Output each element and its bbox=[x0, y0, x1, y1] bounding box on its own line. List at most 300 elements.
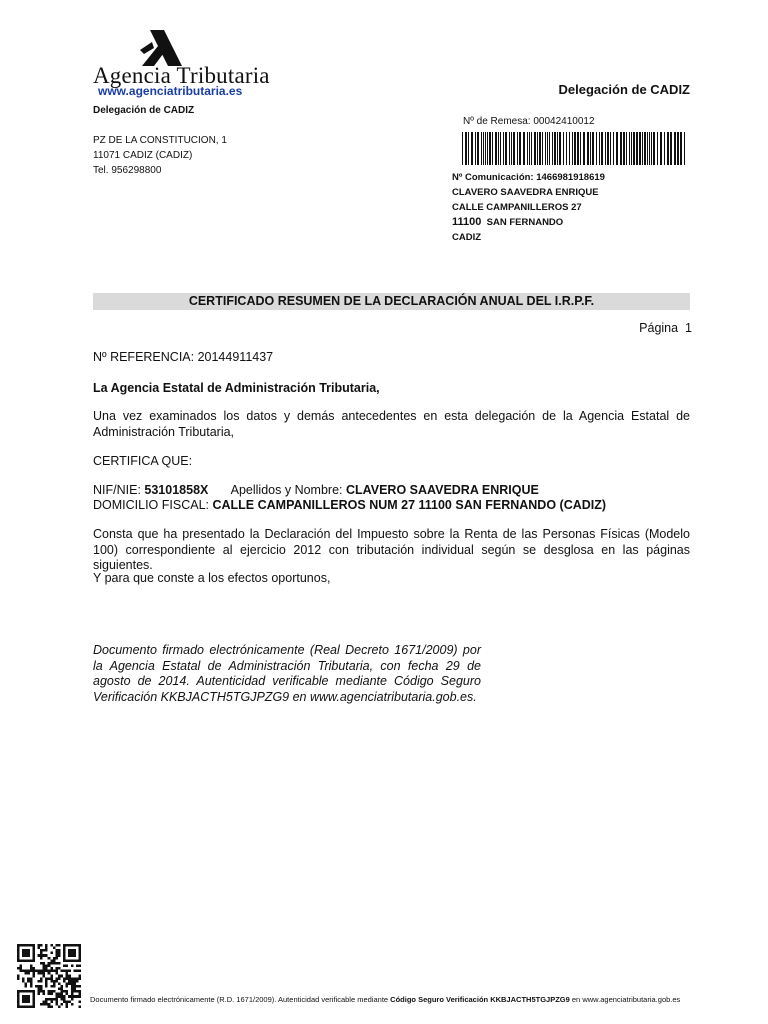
qr-module bbox=[25, 970, 28, 973]
qr-module bbox=[58, 954, 61, 957]
qr-module bbox=[20, 970, 23, 973]
qr-module bbox=[45, 967, 48, 970]
qr-module bbox=[43, 1003, 46, 1006]
qr-module bbox=[55, 972, 58, 975]
qr-module bbox=[45, 964, 48, 967]
qr-module bbox=[32, 967, 35, 970]
qr-module bbox=[71, 995, 74, 998]
qr-module bbox=[43, 970, 46, 973]
qr-module bbox=[22, 949, 30, 957]
qr-module bbox=[71, 982, 74, 985]
barcode-bar bbox=[592, 132, 594, 165]
qr-module bbox=[61, 975, 64, 978]
qr-module bbox=[55, 970, 58, 973]
qr-module bbox=[66, 982, 69, 985]
barcode-bar bbox=[534, 132, 536, 165]
recipient-street: CALLE CAMPANILLEROS 27 bbox=[452, 202, 582, 213]
qr-module bbox=[71, 998, 74, 1001]
qr-module bbox=[55, 993, 58, 996]
sender-block bbox=[93, 103, 227, 178]
barcode-bar bbox=[677, 132, 679, 165]
qr-module bbox=[73, 990, 76, 993]
qr-module bbox=[63, 998, 66, 1001]
barcode-bar bbox=[664, 132, 665, 165]
qr-module bbox=[30, 982, 33, 985]
qr-module bbox=[50, 1000, 53, 1003]
qr-module bbox=[71, 977, 74, 980]
qr-module bbox=[48, 998, 51, 1001]
qr-module bbox=[25, 982, 28, 985]
qr-module bbox=[43, 949, 46, 952]
qr-module bbox=[48, 970, 51, 973]
qr-module bbox=[76, 985, 79, 988]
sender-delegation: Delegación de CADIZ bbox=[93, 105, 195, 116]
qr-module bbox=[40, 970, 43, 973]
statement-paragraph: Consta que ha presentado la Declaración del Impuesto sobre la Renta de las Personas Físicas (Modelo 100) correspondiente al ejercicio 2012 con tributación individual según se desglosa en las páginas siguientes. bbox=[93, 527, 690, 572]
qr-module bbox=[61, 995, 64, 998]
qr-module bbox=[53, 959, 56, 962]
qr-module bbox=[40, 1003, 43, 1006]
qr-module bbox=[58, 975, 61, 978]
qr-module bbox=[37, 990, 40, 993]
barcode-bar bbox=[636, 132, 638, 165]
qr-module bbox=[55, 962, 58, 965]
barcode-bar bbox=[485, 132, 486, 165]
comunicacion-value: 1466981918619 bbox=[536, 172, 605, 183]
qr-module bbox=[37, 988, 40, 991]
qr-module bbox=[53, 957, 56, 960]
qr-module bbox=[30, 977, 33, 980]
qr-module bbox=[71, 993, 74, 996]
barcode-bar bbox=[657, 132, 658, 165]
barcode-bar bbox=[616, 132, 618, 165]
barcode-bar bbox=[610, 132, 611, 165]
qr-module bbox=[66, 972, 69, 975]
barcode-bar bbox=[531, 132, 532, 165]
qr-module bbox=[55, 949, 58, 952]
qr-module bbox=[45, 998, 48, 1001]
qr-module bbox=[63, 970, 66, 973]
qr-module bbox=[25, 972, 28, 975]
barcode-bar bbox=[660, 132, 662, 165]
qr-module bbox=[37, 954, 40, 957]
nif-line bbox=[93, 483, 690, 499]
qr-module bbox=[76, 964, 79, 967]
qr-module bbox=[61, 993, 64, 996]
qr-module bbox=[63, 977, 66, 980]
qr-module bbox=[61, 985, 64, 988]
qr-module bbox=[20, 967, 23, 970]
qr-module bbox=[40, 990, 43, 993]
qr-module bbox=[40, 952, 43, 955]
barcode-bar bbox=[601, 132, 603, 165]
qr-module bbox=[66, 990, 69, 993]
qr-module bbox=[53, 970, 56, 973]
barcode-bar bbox=[642, 132, 643, 165]
qr-module bbox=[43, 990, 46, 993]
barcode-bar bbox=[487, 132, 488, 165]
qr-module bbox=[17, 977, 20, 980]
qr-module bbox=[48, 964, 51, 967]
remesa-value: 00042410012 bbox=[533, 116, 595, 127]
barcode-bar bbox=[517, 132, 518, 165]
qr-module bbox=[40, 980, 43, 983]
qr-module bbox=[66, 977, 69, 980]
qr-module bbox=[40, 957, 43, 960]
qr-module bbox=[76, 977, 79, 980]
qr-code-icon bbox=[17, 944, 81, 1008]
qr-module bbox=[32, 970, 35, 973]
agency-logo-icon bbox=[138, 28, 186, 68]
barcode-bar bbox=[674, 132, 676, 165]
qr-module bbox=[68, 975, 71, 978]
qr-module bbox=[48, 1003, 51, 1006]
barcode-bar bbox=[577, 132, 579, 165]
qr-module bbox=[55, 952, 58, 955]
qr-module bbox=[58, 988, 61, 991]
qr-module bbox=[53, 962, 56, 965]
barcode-bar bbox=[505, 132, 507, 165]
qr-module bbox=[37, 944, 40, 947]
name-label: Apellidos y Nombre: bbox=[230, 483, 343, 497]
qr-module bbox=[66, 1000, 69, 1003]
intro-paragraph: Una vez examinados los datos y demás antecedentes en esta delegación de la Agencia Estatal de Administración Tributaria, bbox=[93, 409, 690, 439]
qr-module bbox=[71, 985, 74, 988]
qr-module bbox=[30, 964, 33, 967]
qr-module bbox=[66, 985, 69, 988]
recipient-block bbox=[452, 170, 605, 245]
domicile-label: DOMICILIO FISCAL: bbox=[93, 498, 209, 512]
barcode-bar bbox=[498, 132, 499, 165]
recipient-name: CLAVERO SAAVEDRA ENRIQUE bbox=[452, 187, 599, 198]
barcode-bar bbox=[481, 132, 482, 165]
qr-module bbox=[40, 988, 43, 991]
qr-module bbox=[53, 990, 56, 993]
closing-line: Y para que conste a los efectos oportunos, bbox=[93, 571, 331, 585]
barcode-bar bbox=[590, 132, 591, 165]
qr-module bbox=[37, 970, 40, 973]
qr-module bbox=[78, 990, 81, 993]
barcode-bar bbox=[574, 132, 576, 165]
barcode-bar bbox=[559, 132, 561, 165]
recipient-province: CADIZ bbox=[452, 232, 482, 243]
qr-module bbox=[76, 995, 79, 998]
qr-module bbox=[55, 1003, 58, 1006]
qr-module bbox=[55, 944, 58, 947]
qr-module bbox=[25, 985, 28, 988]
qr-module bbox=[40, 985, 43, 988]
qr-module bbox=[63, 964, 66, 967]
qr-module bbox=[68, 995, 71, 998]
qr-module bbox=[30, 967, 33, 970]
barcode-bar bbox=[483, 132, 484, 165]
barcode-bar bbox=[599, 132, 600, 165]
barcode-bar bbox=[529, 132, 530, 165]
qr-module bbox=[37, 947, 40, 950]
qr-module bbox=[76, 970, 79, 973]
qr-module bbox=[71, 980, 74, 983]
agency-logo-text: Agencia Tributaria bbox=[93, 63, 270, 88]
qr-module bbox=[78, 995, 81, 998]
qr-module bbox=[58, 1005, 61, 1008]
qr-module bbox=[73, 982, 76, 985]
qr-module bbox=[73, 977, 76, 980]
qr-module bbox=[48, 957, 51, 960]
barcode-bar bbox=[547, 132, 548, 165]
barcode-bar bbox=[537, 132, 538, 165]
qr-module bbox=[50, 977, 53, 980]
qr-module bbox=[53, 982, 56, 985]
qr-module bbox=[45, 944, 48, 947]
qr-module bbox=[66, 1005, 69, 1008]
qr-module bbox=[50, 990, 53, 993]
qr-module bbox=[40, 972, 43, 975]
qr-module bbox=[55, 967, 58, 970]
barcode-bar bbox=[511, 132, 512, 165]
barcode-bar bbox=[629, 132, 630, 165]
qr-module bbox=[27, 977, 30, 980]
certificate-title: CERTIFICADO RESUMEN DE LA DECLARACIÓN ANUAL DEL I.R.P.F. bbox=[93, 293, 690, 310]
qr-module bbox=[48, 972, 51, 975]
qr-module bbox=[71, 988, 74, 991]
qr-module bbox=[63, 980, 66, 983]
barcode-bar bbox=[620, 132, 622, 165]
barcode-bar bbox=[545, 132, 546, 165]
footer-prefix: Documento firmado electrónicamente (R.D. 1671/2009). Autenticidad verificable mediante bbox=[90, 995, 389, 1004]
qr-module bbox=[43, 954, 46, 957]
qr-module bbox=[66, 1003, 69, 1006]
footer-note bbox=[90, 995, 680, 1004]
sender-address: PZ DE LA CONSTITUCION, 1 bbox=[93, 135, 227, 146]
qr-module bbox=[58, 982, 61, 985]
recipient-town: SAN FERNANDO bbox=[486, 217, 564, 228]
qr-module bbox=[22, 980, 25, 983]
qr-module bbox=[43, 975, 46, 978]
qr-module bbox=[63, 995, 66, 998]
qr-module bbox=[50, 975, 53, 978]
barcode-bar bbox=[680, 132, 682, 165]
qr-module bbox=[50, 967, 53, 970]
qr-module bbox=[43, 993, 46, 996]
barcode-bar bbox=[549, 132, 550, 165]
qr-module bbox=[50, 1005, 53, 1008]
qr-module bbox=[48, 990, 51, 993]
barcode-bar bbox=[670, 132, 672, 165]
barcode-bar bbox=[649, 132, 650, 165]
qr-module bbox=[30, 985, 33, 988]
barcode-bar bbox=[633, 132, 635, 165]
qr-module bbox=[17, 967, 20, 970]
qr-module bbox=[66, 970, 69, 973]
nif-value: 53101858X bbox=[144, 483, 209, 497]
barcode-bar bbox=[489, 132, 491, 165]
remesa-line bbox=[463, 116, 595, 127]
barcode-bar bbox=[492, 132, 493, 165]
qr-module bbox=[76, 980, 79, 983]
sender-phone: Tel. 956298800 bbox=[93, 165, 162, 176]
qr-module bbox=[45, 985, 48, 988]
barcode-bar bbox=[503, 132, 504, 165]
qr-module bbox=[61, 998, 64, 1001]
barcode-bar bbox=[552, 132, 553, 165]
qr-module bbox=[27, 970, 30, 973]
qr-module bbox=[66, 993, 69, 996]
qr-module bbox=[58, 993, 61, 996]
qr-module bbox=[55, 998, 58, 1001]
barcode-bar bbox=[626, 132, 627, 165]
qr-module bbox=[55, 957, 58, 960]
barcode-bar bbox=[572, 132, 573, 165]
certifies-heading: CERTIFICA QUE: bbox=[93, 454, 193, 468]
qr-module bbox=[53, 980, 56, 983]
qr-module bbox=[61, 988, 64, 991]
barcode-bar bbox=[468, 132, 469, 165]
qr-module bbox=[50, 944, 53, 947]
qr-module bbox=[68, 949, 76, 957]
qr-module bbox=[50, 985, 53, 988]
qr-module bbox=[50, 970, 53, 973]
qr-module bbox=[63, 1000, 66, 1003]
qr-module bbox=[45, 970, 48, 973]
qr-module bbox=[43, 1000, 46, 1003]
qr-module bbox=[68, 982, 71, 985]
qr-module bbox=[68, 1000, 71, 1003]
qr-module bbox=[78, 975, 81, 978]
qr-module bbox=[50, 980, 53, 983]
qr-module bbox=[40, 954, 43, 957]
comunicacion-label: Nº Comunicación: bbox=[452, 172, 534, 183]
footer-csv: Código Seguro Verificación KKBJACTH5TGJPZG9 bbox=[390, 995, 570, 1004]
barcode-bar bbox=[653, 132, 655, 165]
qr-module bbox=[40, 977, 43, 980]
qr-module bbox=[68, 977, 71, 980]
recipient-city-line bbox=[452, 215, 605, 230]
barcode-bar bbox=[471, 132, 473, 165]
page-number: 1 bbox=[685, 321, 692, 335]
qr-module bbox=[55, 995, 58, 998]
qr-module bbox=[73, 970, 76, 973]
barcode-bar bbox=[580, 132, 581, 165]
barcode-bar bbox=[523, 132, 525, 165]
barcode-bar bbox=[542, 132, 543, 165]
page-label: Página bbox=[639, 321, 679, 335]
qr-module bbox=[45, 954, 48, 957]
qr-module bbox=[71, 964, 74, 967]
qr-module bbox=[37, 985, 40, 988]
qr-module bbox=[45, 947, 48, 950]
qr-module bbox=[45, 982, 48, 985]
domicile-line bbox=[93, 498, 690, 514]
barcode-bar bbox=[596, 132, 597, 165]
qr-module bbox=[48, 977, 51, 980]
qr-module bbox=[58, 967, 61, 970]
footer-suffix: en www.agenciatributaria.gob.es bbox=[571, 995, 681, 1004]
qr-module bbox=[55, 977, 58, 980]
qr-module bbox=[71, 1003, 74, 1006]
qr-module bbox=[58, 944, 61, 947]
qr-module bbox=[22, 970, 25, 973]
qr-module bbox=[45, 949, 48, 952]
qr-module bbox=[78, 964, 81, 967]
qr-module bbox=[55, 1000, 58, 1003]
qr-module bbox=[17, 975, 20, 978]
qr-module bbox=[27, 980, 30, 983]
qr-module bbox=[68, 970, 71, 973]
qr-module bbox=[76, 990, 79, 993]
qr-module bbox=[20, 964, 23, 967]
barcode-bar bbox=[607, 132, 609, 165]
barcode-bar bbox=[639, 132, 641, 165]
qr-module bbox=[35, 985, 38, 988]
barcode-bar bbox=[647, 132, 648, 165]
barcode-bar bbox=[631, 132, 632, 165]
qr-module bbox=[40, 962, 43, 965]
qr-module bbox=[58, 995, 61, 998]
qr-module bbox=[50, 959, 53, 962]
qr-module bbox=[43, 972, 46, 975]
barcode-bar bbox=[605, 132, 606, 165]
barcode-bar bbox=[500, 132, 501, 165]
barcode-bar bbox=[462, 132, 463, 165]
qr-module bbox=[43, 964, 46, 967]
qr-module bbox=[22, 995, 30, 1003]
qr-module bbox=[61, 970, 64, 973]
barcode-bar bbox=[587, 132, 589, 165]
qr-module bbox=[61, 1003, 64, 1006]
domicile-value: CALLE CAMPANILLEROS NUM 27 11100 SAN FERNANDO (CADIZ) bbox=[212, 498, 607, 512]
qr-module bbox=[66, 975, 69, 978]
qr-module bbox=[53, 998, 56, 1001]
qr-module bbox=[50, 993, 53, 996]
qr-module bbox=[37, 972, 40, 975]
page-indicator bbox=[639, 321, 692, 335]
qr-module bbox=[53, 947, 56, 950]
qr-module bbox=[48, 993, 51, 996]
delegation-heading: Delegación de CADIZ bbox=[558, 82, 690, 97]
qr-module bbox=[48, 962, 51, 965]
qr-module bbox=[73, 980, 76, 983]
qr-module bbox=[40, 944, 43, 947]
qr-module bbox=[30, 980, 33, 983]
qr-module bbox=[50, 952, 53, 955]
barcode-bar bbox=[519, 132, 521, 165]
barcode-bar bbox=[569, 132, 570, 165]
barcode-bar bbox=[566, 132, 567, 165]
qr-module bbox=[50, 962, 53, 965]
barcode-bar bbox=[509, 132, 510, 165]
qr-module bbox=[37, 980, 40, 983]
barcode-bar bbox=[475, 132, 476, 165]
signature-paragraph: Documento firmado electrónicamente (Real Decreto 1671/2009) por la Agencia Estatal de Administración Tributaria, con fecha 29 de agosto de 2014. Autenticidad verificable mediante Código Seguro Verificación KKBJACTH5TGJPZG9 en www.agenciatributaria.gob.es. bbox=[93, 643, 481, 704]
agency-url-link[interactable]: www.agenciatributaria.es bbox=[98, 84, 243, 98]
qr-module bbox=[78, 977, 81, 980]
barcode-bar bbox=[554, 132, 556, 165]
qr-module bbox=[58, 952, 61, 955]
barcode-icon bbox=[462, 132, 688, 165]
issuer-line: La Agencia Estatal de Administración Tributaria, bbox=[93, 381, 380, 395]
barcode-bar bbox=[667, 132, 669, 165]
barcode-bar bbox=[513, 132, 515, 165]
qr-module bbox=[45, 980, 48, 983]
barcode-bar bbox=[651, 132, 652, 165]
qr-module bbox=[43, 962, 46, 965]
qr-module bbox=[48, 1005, 51, 1008]
qr-module bbox=[68, 980, 71, 983]
qr-module bbox=[45, 977, 48, 980]
qr-module bbox=[55, 954, 58, 957]
qr-module bbox=[50, 998, 53, 1001]
qr-module bbox=[45, 1003, 48, 1006]
